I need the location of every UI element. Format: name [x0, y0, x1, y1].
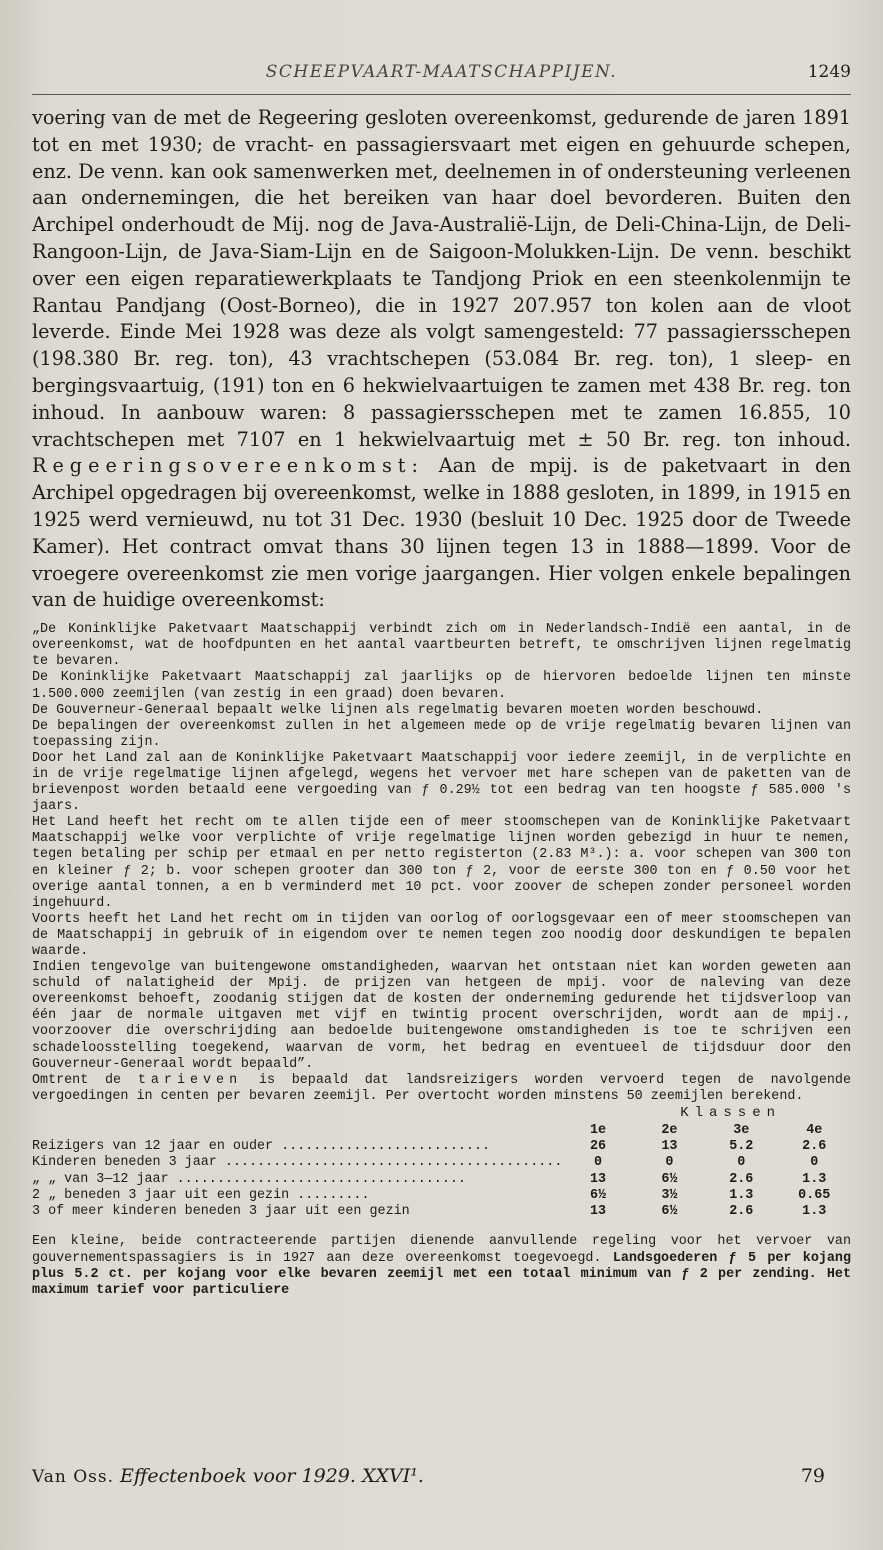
table-cell: 13: [589, 1204, 607, 1220]
column-header: 4e: [806, 1123, 823, 1139]
table-cell: 1.3: [802, 1204, 827, 1220]
tariff-intro: [32, 1073, 851, 1105]
supplementary-note: [32, 1234, 851, 1300]
table-row: [32, 1172, 851, 1188]
table-header-row: [32, 1123, 851, 1139]
table-cell: 3½: [661, 1187, 678, 1203]
klassen-heading: Klassen: [680, 1104, 781, 1121]
table-cell: 26: [589, 1139, 607, 1155]
table-cell: 0: [594, 1155, 603, 1171]
note-text: Een kleine, beide contracteerende partijen dienende aanvullende regeling voor het vervoer van gouvernementspassagiers is in 1927 aan deze overeenkomst toegevoegd.: [32, 1234, 851, 1266]
table-cell: 2.6: [802, 1139, 827, 1155]
table-row: [32, 1204, 851, 1220]
quote-paragraph: „De Koninklijke Paketvaart Maatschappij verbindt zich om in Nederlandsch-Indië een aantal, in de overeenkomst, wat de hoofdpunten en het aantal vaartbeurten betreft, te omschrijven lijnen regelmatig te bevaren.: [32, 622, 851, 670]
running-title: SCHEEPVAART-MAATSCHAPPIJEN.: [265, 62, 618, 82]
table-cell: 1.3: [729, 1187, 754, 1203]
note-bold-text: Landsgoederen ƒ 5 per kojang plus 5.2 ct. per kojang voor elke bevaren zeemijl met een totaal minimum van ƒ 2 per zending. Het maximum tarief voor particuliere: [32, 1250, 851, 1299]
page-number: 1249: [807, 62, 851, 82]
table-row: [32, 1155, 851, 1171]
table-cell: 13: [661, 1139, 678, 1155]
table-cell: 2.6: [729, 1171, 754, 1187]
tariff-table: [32, 1123, 851, 1220]
quote-paragraph: De Koninklijke Paketvaart Maatschappij zal jaarlijks op de hiervoren bedoelde lijnen ten minste 1.500.000 zeemijlen (van zestig in een graad) doen bevaren.: [32, 670, 851, 702]
table-cell: 0: [810, 1155, 819, 1171]
tariff-intro-spaced: tarieven: [137, 1072, 243, 1088]
table-row: [32, 1188, 851, 1204]
quote-paragraph: De bepalingen der overeenkomst zullen in het algemeen mede op de vrije regelmatig bevaren lijnen van toepassing zijn.: [32, 718, 851, 750]
body-text-b: Aan de mpij. is de paketvaart in den Archipel opgedragen bij overeenkomst, welke in 1888 gesloten, in 1899, in 1915 en 1925 werd vernieuwd, nu tot 31 Dec. 1930 (besluit 10 Dec. 1925 door de Tweede Kamer). Het contract omvat thans 30 lijnen tegen 13 in 1888—1899. Voor de vroegere overeenkomst zie men vorige jaargangen. Hier volgen enkele bepalingen van de huidige overeenkomst:: [32, 454, 851, 612]
tariff-section: [32, 1073, 851, 1221]
quote-paragraph: Voorts heeft het Land het recht om in tijden van oorlog of oorlogsgevaar een of meer stoomschepen van de Maatschappij in gebruik of in eigendom over te nemen tegen zoo noodig door deskundigen te bepalen waarde.: [32, 911, 851, 960]
table-cell: 6½: [589, 1187, 607, 1203]
table-cell: 13: [589, 1171, 607, 1187]
table-cell: 0.65: [798, 1187, 831, 1203]
footer-volume: XXVI¹.: [361, 1465, 424, 1487]
row-label: Reizigers van 12 jaar en ouder ..........................: [32, 1139, 491, 1155]
table-cell: 0: [665, 1155, 674, 1171]
page-footer: [32, 1465, 851, 1487]
tariff-intro-b: is bepaald dat landsreizigers worden vervoerd tegen de navolgende vergoedingen in centen per bevaren zeemijl. Per overtocht worden minstens 50 zeemijlen berekend.: [32, 1072, 851, 1104]
column-header: 3e: [733, 1123, 750, 1139]
contract-quote: [32, 622, 851, 1073]
page-header: [32, 60, 851, 95]
footer-book-title: Effectenboek voor 1929.: [120, 1465, 356, 1487]
section-heading-regeeringsovereenkomst: Regeeringsovereenkomst:: [32, 454, 424, 478]
row-label: „ „ van 3—12 jaar ....................................: [32, 1171, 466, 1187]
row-label: Kinderen beneden 3 jaar ..........................................: [32, 1155, 563, 1171]
tariff-intro-a: Omtrent de: [32, 1072, 122, 1088]
footer-source: Van Oss.: [32, 1467, 114, 1487]
quote-paragraph: Indien tengevolge van buitengewone omstandigheden, waarvan het ontstaan niet kan worden geweten aan schuld of nalatigheid der Mpij. de prijzen van hetgeen de mpij. voor de naleving van deze overeenkomst behoeft, zoodanig stijgen dat de kosten der onderneming gedurende het tijdsverloop van één jaar de normale uitgaven met vijf en twintig procent overschrijden, wordt aan de mpij., voorzoover die overschrijding aan bedoelde buitengewone omstandigheden is toe te schrijven een schadeloosstelling toegekend, waarvan de vorm, het bedrag en eventueel de tijdsduur door den Gouverneur-Generaal wordt bepaald”.: [32, 960, 851, 1072]
table-cell: 6½: [661, 1171, 678, 1187]
table-cell: 2.6: [729, 1204, 754, 1220]
quote-paragraph: Door het Land zal aan de Koninklijke Paketvaart Maatschappij voor iedere zeemijl, in de verplichte en in de vrije regelmatige lijnen afgelegd, wegens het vervoer met hare schepen van de paketten van de brievenpost worden betaald eene vergoeding van ƒ 0.29½ tot een bedrag van ten hoogste ƒ 585.000 's jaars.: [32, 750, 851, 815]
body-text-a: voering van de met de Regeering gesloten overeenkomst, gedurende de jaren 1891 tot en met 1930; de vracht- en passagiersvaart met eigen en gehuurde schepen, enz. De venn. kan ook samenwerken met, deelnemen in of ondersteuning verleenen aan ondernemingen, die het bereiken van haar doel bevorderen. Buiten den Archipel onderhoudt de Mij. nog de Java-Australië-Lijn, de Deli-China-Lijn, de Deli-Rangoon-Lijn, de Java-Siam-Lijn en de Saigoon-Molukken-Lijn. De venn. beschikt over een eigen reparatiewerkplaats te Tandjong Priok en een steenkolenmijn te Rantau Pandjang (Oost-Borneo), die in 1927 207.957 ton kolen aan de vloot leverde. Einde Mei 1928 was deze als volgt samengesteld: 77 passagiersschepen (198.380 Br. reg. ton), 43 vrachtschepen (53.084 Br. reg. ton), 1 sleep- en bergingsvaartuig, (191) ton en 6 hekwielvaartuigen te zamen met 438 Br. reg. ton inhoud. In aanbouw waren: 8 passagiersschepen met te zamen 16.855, 10 vrachtschepen met 7107 en 1 hekwielvaartuig met ± 50 Br. reg. ton inhoud.: [32, 106, 851, 451]
quote-paragraph: Het Land heeft het recht om te allen tijde een of meer stoomschepen van de Koninklijke Paketvaart Maatschappij welke voor verplichte of vrije regelmatige lijnen worden gebezigd in huur te nemen, tegen betaling per schip per etmaal en per netto registerton (2.83 M³.): a. voor schepen van 300 ton en kleiner ƒ 2; b. voor schepen grooter dan 300 ton ƒ 2, voor de eerste 300 ton en ƒ 0.50 voor het overige aantal tonnen, a en b verminderd met 10 pct. voor zoover de schepen zonder personeel worden ingehuurd.: [32, 815, 851, 911]
column-header: 1e: [589, 1123, 607, 1139]
table-cell: 1.3: [802, 1171, 827, 1187]
row-label: 3 of meer kinderen beneden 3 jaar uit een gezin: [32, 1204, 410, 1220]
footer-page-number: 79: [800, 1465, 825, 1487]
row-label: 2 „ beneden 3 jaar uit een gezin .........: [32, 1187, 370, 1203]
table-cell: 0: [737, 1155, 746, 1171]
body-paragraph: [32, 105, 851, 614]
table-cell: 6½: [661, 1204, 678, 1220]
table-row: [32, 1139, 851, 1155]
table-cell: 5.2: [729, 1139, 754, 1155]
quote-paragraph: De Gouverneur-Generaal bepaalt welke lijnen als regelmatig bevaren moeten worden beschouwd.: [32, 702, 764, 718]
column-header: 2e: [661, 1123, 678, 1139]
